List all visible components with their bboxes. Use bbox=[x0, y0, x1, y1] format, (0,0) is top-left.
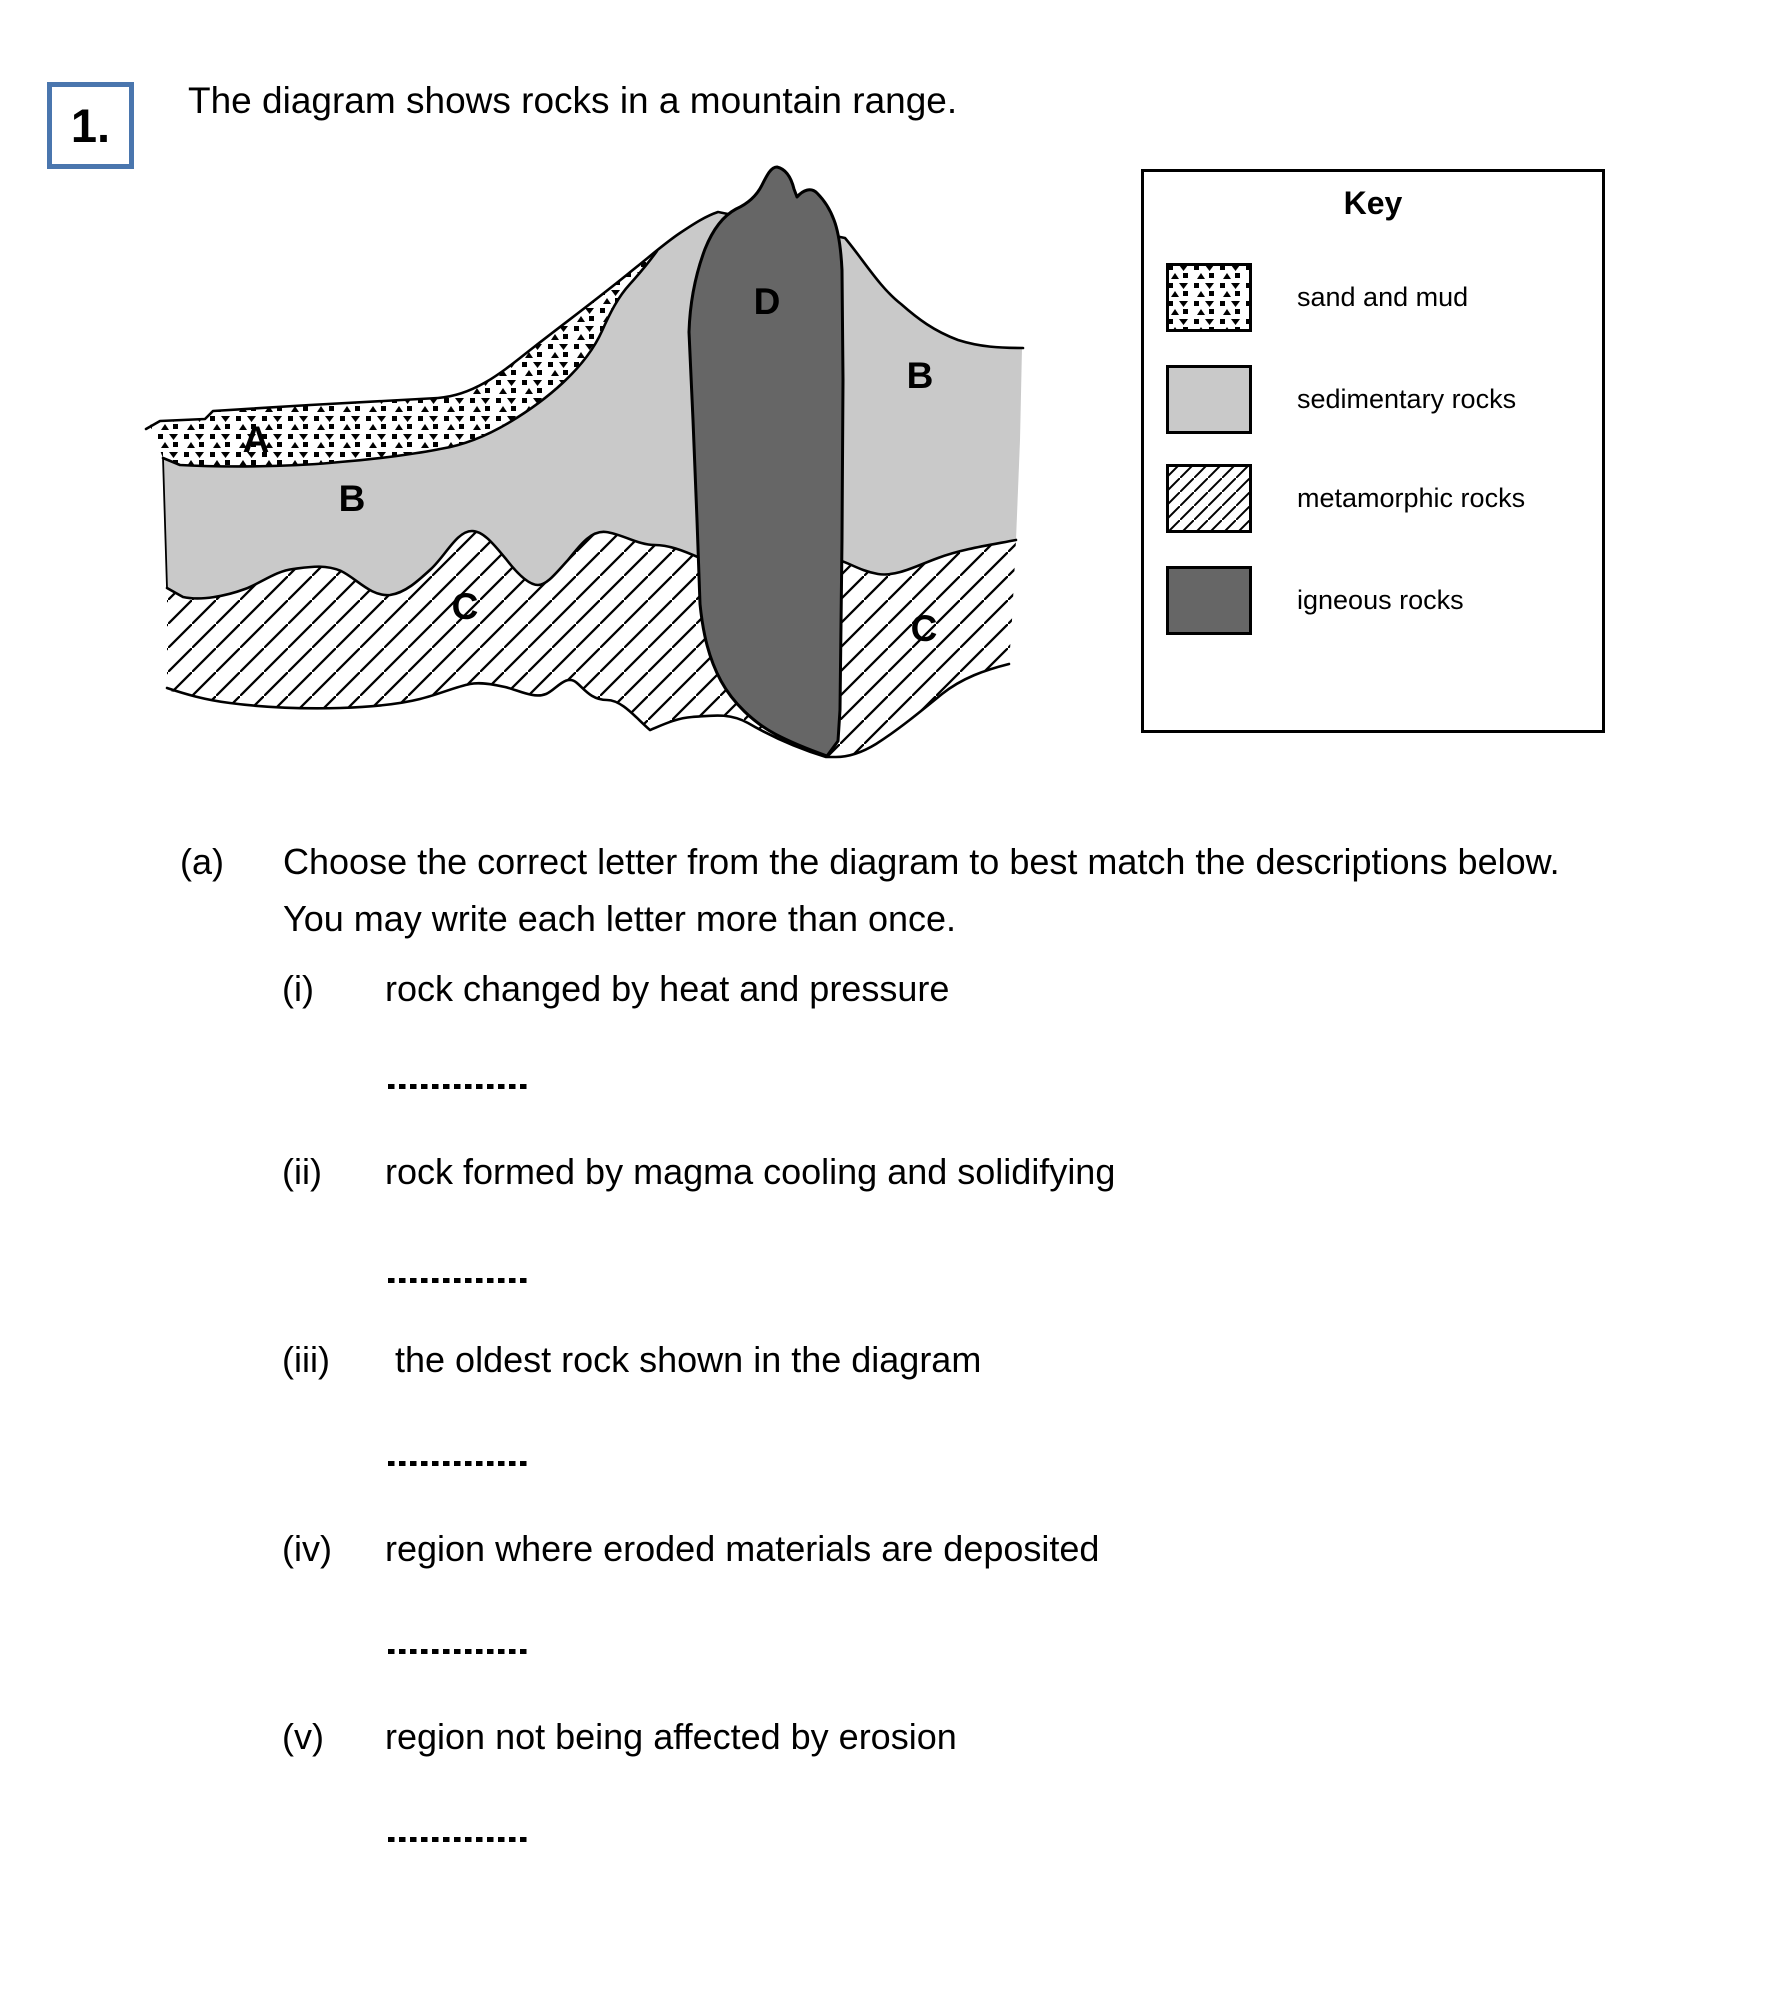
item-v-text: region not being affected by erosion bbox=[385, 1716, 957, 1757]
key-swatch-igneous-icon bbox=[1166, 566, 1252, 635]
answer-line-ii bbox=[388, 1278, 530, 1283]
answer-line-iii bbox=[388, 1461, 530, 1466]
diagram-label-c-left: C bbox=[451, 586, 479, 627]
rock-diagram bbox=[140, 150, 1040, 810]
answer-line-i bbox=[388, 1084, 530, 1089]
item-i-numeral: (i) bbox=[282, 968, 314, 1009]
answer-line-v bbox=[388, 1837, 530, 1842]
diagram-label-b-left: B bbox=[338, 478, 366, 519]
key-box bbox=[1141, 169, 1605, 733]
key-swatch-metamorphic-icon bbox=[1166, 464, 1252, 533]
question-number: 1. bbox=[70, 99, 111, 152]
diagram-label-d: D bbox=[753, 281, 781, 322]
key-swatch-sand-and-mud-icon bbox=[1166, 263, 1252, 332]
item-iv-numeral: (iv) bbox=[282, 1528, 332, 1569]
question-title: The diagram shows rocks in a mountain range. bbox=[188, 80, 958, 121]
key-label-metamorphic: metamorphic rocks bbox=[1297, 483, 1526, 513]
item-ii-numeral: (ii) bbox=[282, 1151, 322, 1192]
diagram-label-b-right: B bbox=[906, 355, 934, 396]
item-i-text: rock changed by heat and pressure bbox=[385, 968, 950, 1009]
part-a-instruction-line-2: You may write each letter more than once. bbox=[283, 898, 957, 939]
item-v-numeral: (v) bbox=[282, 1716, 324, 1757]
key-label-sand-and-mud: sand and mud bbox=[1297, 282, 1469, 312]
diagram-label-c-right: C bbox=[910, 608, 938, 649]
key-label-sedimentary: sedimentary rocks bbox=[1297, 384, 1517, 414]
item-iii-text: the oldest rock shown in the diagram bbox=[395, 1339, 982, 1380]
item-iii-numeral: (iii) bbox=[282, 1339, 330, 1380]
part-a-instruction-line-1: Choose the correct letter from the diagram to best match the descriptions below. bbox=[283, 841, 1560, 882]
key-label-igneous: igneous rocks bbox=[1297, 585, 1464, 615]
key-swatch-sedimentary-icon bbox=[1166, 365, 1252, 434]
part-a-label: (a) bbox=[180, 841, 224, 882]
question-number-box bbox=[47, 82, 134, 169]
diagram-label-a: A bbox=[242, 419, 270, 460]
item-ii-text: rock formed by magma cooling and solidifying bbox=[385, 1151, 1116, 1192]
item-iv-text: region where eroded materials are deposited bbox=[385, 1528, 1100, 1569]
key-title: Key bbox=[1343, 185, 1403, 221]
answer-line-iv bbox=[388, 1649, 530, 1654]
